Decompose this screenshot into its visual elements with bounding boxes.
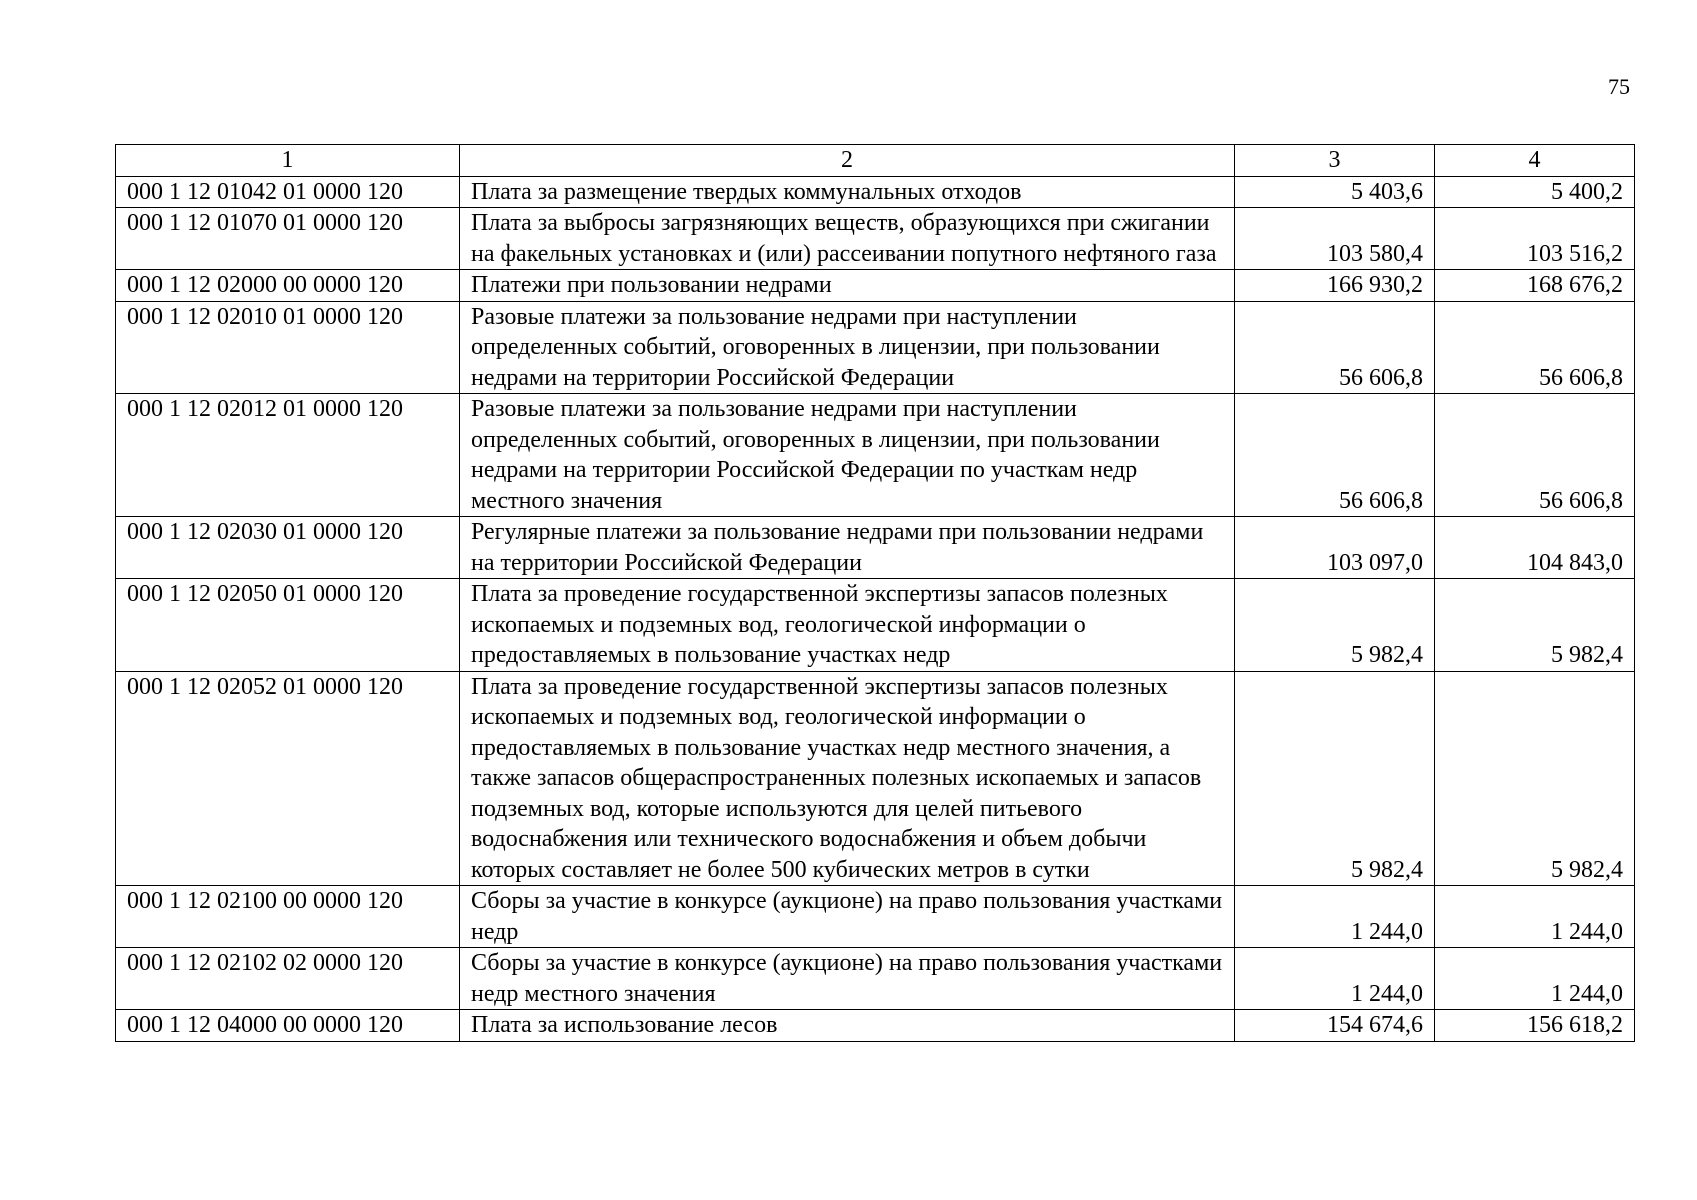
amount-col4-cell: 104 843,0 [1435,517,1635,579]
amount-col3-cell: 166 930,2 [1235,270,1435,302]
table-row [116,176,1635,208]
table-row [116,671,1635,886]
amount-col3-cell: 154 674,6 [1235,1010,1435,1042]
amount-col3-cell: 56 606,8 [1235,394,1435,517]
column-number-1: 1 [116,145,460,177]
amount-col4-cell: 156 618,2 [1435,1010,1635,1042]
budget-code-cell: 000 1 12 02052 01 0000 120 [116,671,460,886]
table-row [116,579,1635,672]
page-number: 75 [1608,74,1630,99]
amount-col3-cell: 5 982,4 [1235,671,1435,886]
budget-code-cell: 000 1 12 02010 01 0000 120 [116,301,460,394]
amount-col4-cell: 56 606,8 [1435,394,1635,517]
amount-col4-cell: 168 676,2 [1435,270,1635,302]
table-row [116,517,1635,579]
table-row [116,301,1635,394]
column-number-4: 4 [1435,145,1635,177]
description-cell: Плата за выбросы загрязняющих веществ, образующихся при сжигании на факельных установках и (или) рассеивании попутного нефтяного газа [460,208,1235,270]
budget-code-cell: 000 1 12 01070 01 0000 120 [116,208,460,270]
description-cell: Плата за проведение государственной экспертизы запасов полезных ископаемых и подземных вод, геологической информации о предоставляемых в пользование участках недр местного значения, а также запасов общераспространенных полезных ископаемых и запасов подземных вод, которые используются для целей питьевого водоснабжения или технического водоснабжения и объем добычи которых составляет не более 500 кубических метров в сутки [460,671,1235,886]
table-row [116,1010,1635,1042]
amount-col3-cell: 1 244,0 [1235,948,1435,1010]
amount-col3-cell: 1 244,0 [1235,886,1435,948]
column-number-2: 2 [460,145,1235,177]
amount-col4-cell: 1 244,0 [1435,948,1635,1010]
budget-code-cell: 000 1 12 02030 01 0000 120 [116,517,460,579]
budget-code-cell: 000 1 12 01042 01 0000 120 [116,176,460,208]
budget-table [115,144,1635,1042]
amount-col3-cell: 5 403,6 [1235,176,1435,208]
description-cell: Разовые платежи за пользование недрами при наступлении определенных событий, оговоренных в лицензии, при пользовании недрами на территории Российской Федерации [460,301,1235,394]
budget-code-cell: 000 1 12 04000 00 0000 120 [116,1010,460,1042]
description-cell: Разовые платежи за пользование недрами при наступлении определенных событий, оговоренных в лицензии, при пользовании недрами на территории Российской Федерации по участкам недр местного значения [460,394,1235,517]
table-row [116,270,1635,302]
amount-col3-cell: 56 606,8 [1235,301,1435,394]
amount-col4-cell: 103 516,2 [1435,208,1635,270]
table-row [116,886,1635,948]
budget-code-cell: 000 1 12 02100 00 0000 120 [116,886,460,948]
budget-code-cell: 000 1 12 02050 01 0000 120 [116,579,460,672]
amount-col3-cell: 103 097,0 [1235,517,1435,579]
amount-col4-cell: 5 400,2 [1435,176,1635,208]
amount-col3-cell: 103 580,4 [1235,208,1435,270]
table-row [116,948,1635,1010]
description-cell: Регулярные платежи за пользование недрами при пользовании недрами на территории Российской Федерации [460,517,1235,579]
description-cell: Сборы за участие в конкурсе (аукционе) на право пользования участками недр [460,886,1235,948]
table-row [116,208,1635,270]
budget-code-cell: 000 1 12 02000 00 0000 120 [116,270,460,302]
table-row [116,394,1635,517]
description-cell: Плата за размещение твердых коммунальных отходов [460,176,1235,208]
description-cell: Платежи при пользовании недрами [460,270,1235,302]
description-cell: Плата за проведение государственной экспертизы запасов полезных ископаемых и подземных вод, геологической информации о предоставляемых в пользование участках недр [460,579,1235,672]
budget-code-cell: 000 1 12 02102 02 0000 120 [116,948,460,1010]
budget-code-cell: 000 1 12 02012 01 0000 120 [116,394,460,517]
description-cell: Сборы за участие в конкурсе (аукционе) на право пользования участками недр местного значения [460,948,1235,1010]
description-cell: Плата за использование лесов [460,1010,1235,1042]
amount-col4-cell: 5 982,4 [1435,579,1635,672]
amount-col4-cell: 5 982,4 [1435,671,1635,886]
column-number-3: 3 [1235,145,1435,177]
amount-col3-cell: 5 982,4 [1235,579,1435,672]
amount-col4-cell: 56 606,8 [1435,301,1635,394]
amount-col4-cell: 1 244,0 [1435,886,1635,948]
table-header-row [116,145,1635,177]
